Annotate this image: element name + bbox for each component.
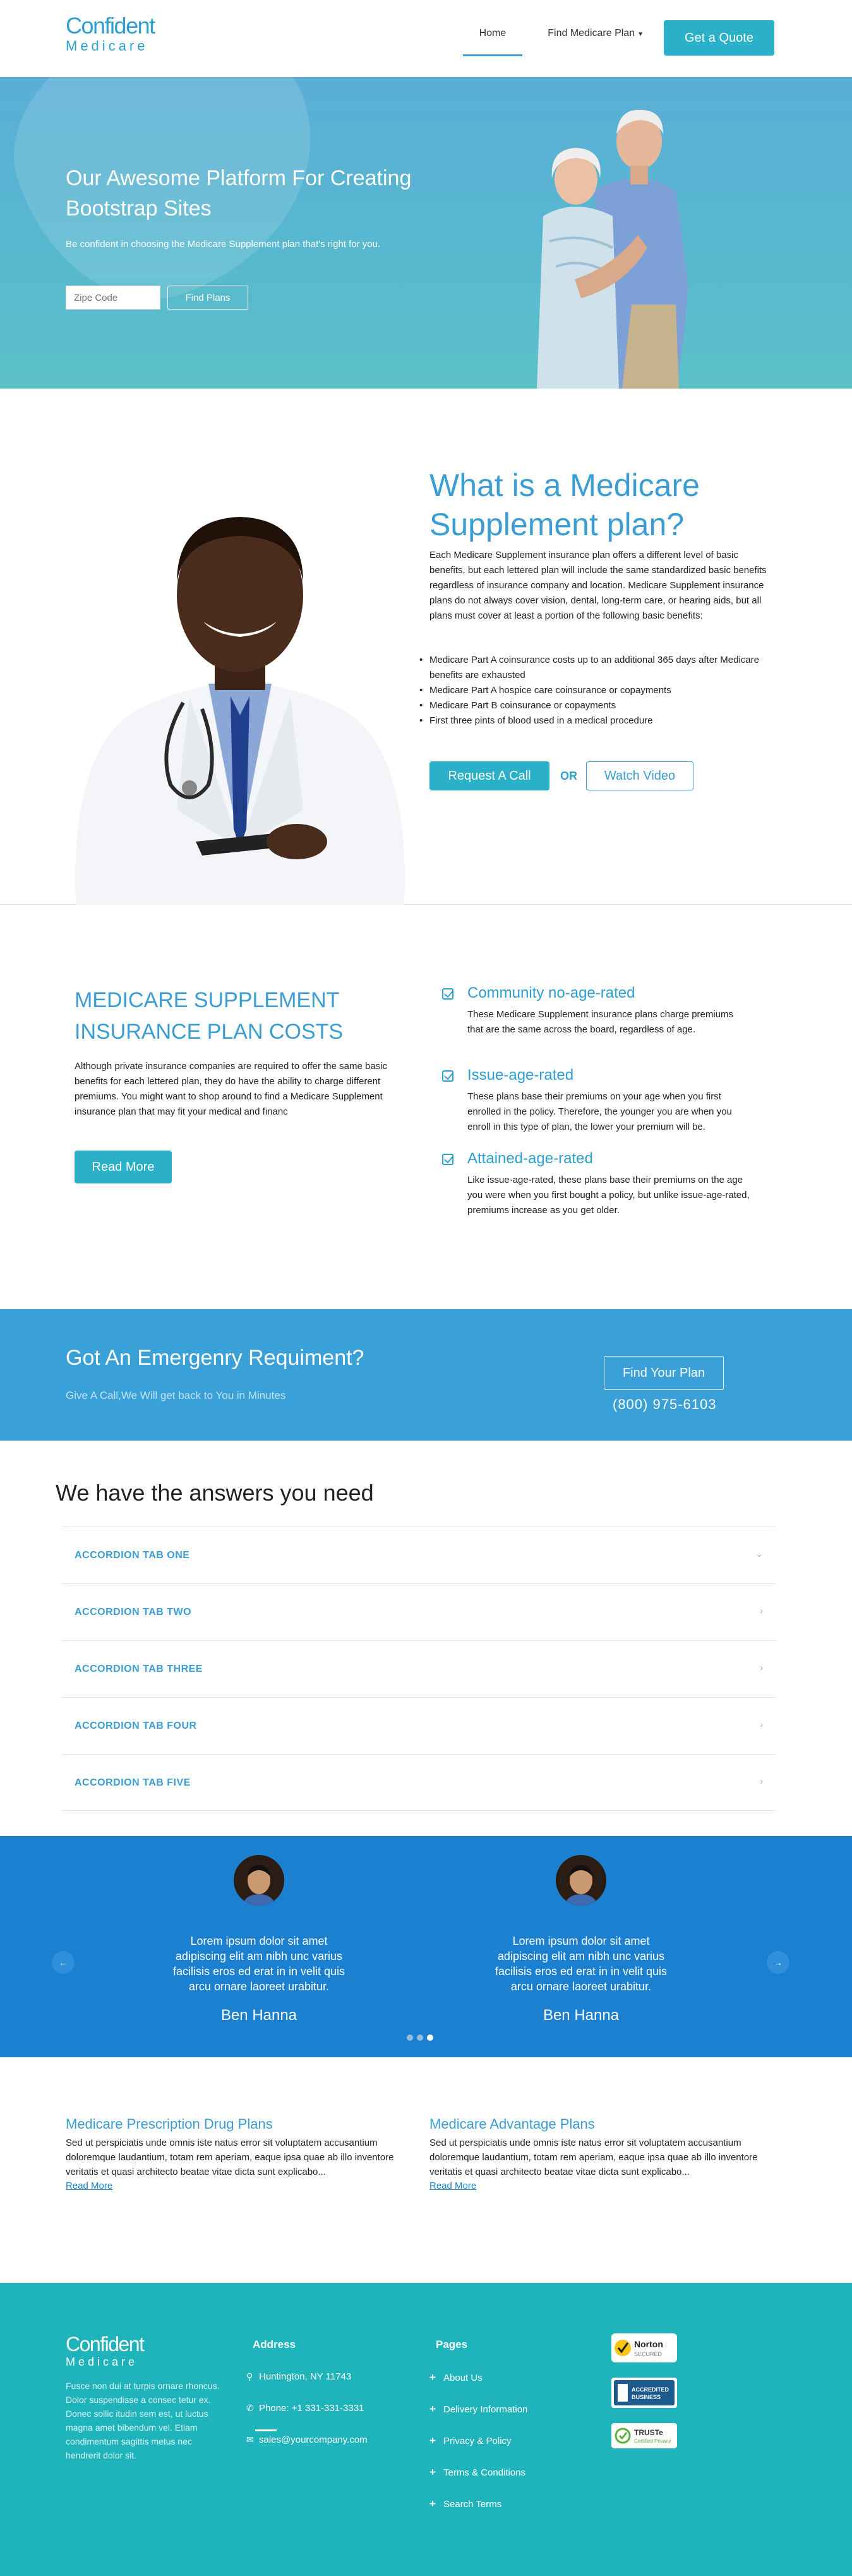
senior-couple-image	[486, 96, 695, 389]
testimonial-name: Ben Hanna	[543, 2007, 620, 2024]
footer-link-privacy-policy[interactable]	[429, 2434, 512, 2447]
zip-code-input[interactable]	[66, 286, 160, 310]
truste-bottom-text: Certified Privacy	[634, 2438, 671, 2444]
footer-link-label: Search Terms	[443, 2499, 502, 2510]
carousel-dot[interactable]	[407, 2035, 413, 2041]
carousel-dot[interactable]	[417, 2035, 423, 2041]
mail-icon: ✉	[246, 2434, 254, 2445]
footer-link-search-terms[interactable]	[429, 2498, 501, 2510]
truste-certified-badge	[611, 2423, 677, 2448]
testimonial-quote: Lorem ipsum dolor sit amet adipiscing elit am nibh unc varius facilisis eros ed erat in in velit quis arcu ornare laoreet urabitur.	[495, 1935, 668, 1993]
read-more-button[interactable]: Read More	[75, 1151, 172, 1183]
plus-icon: +	[429, 2403, 436, 2415]
emergency-banner	[0, 1309, 852, 1441]
phone-number-link[interactable]: (800) 975-6103	[613, 1396, 717, 1412]
nav-find-medicare-plan-label: Find Medicare Plan	[548, 28, 635, 39]
accordion-tab-three[interactable]	[62, 1640, 776, 1697]
chevron-right-icon: ›	[760, 1719, 763, 1729]
feature-title: Community no-age-rated	[467, 984, 635, 1001]
what-is-title: What is a Medicare Supplement plan?	[429, 468, 700, 542]
testimonials-carousel	[0, 1836, 852, 2057]
address-text: Huntington, NY 11743	[259, 2371, 352, 2382]
carousel-dots	[407, 2035, 433, 2041]
bbb-top-text: ACCREDITED	[632, 2386, 669, 2393]
nav-home[interactable]: Home	[463, 28, 523, 39]
list-item: • Medicare Part A coinsurance costs up to an additional 365 days after Medicare benefits are exhausted	[429, 653, 771, 683]
find-plans-button[interactable]: Find Plans	[167, 286, 248, 310]
hero-subtitle: Be confident in choosing the Medicare Supplement plan that's right for you.	[66, 239, 381, 250]
pages-heading: Pages	[436, 2338, 468, 2350]
accordion-tab-two[interactable]	[62, 1583, 776, 1640]
accordion-label: ACCORDION TAB ONE	[75, 1550, 190, 1561]
article-read-more-link[interactable]: Read More	[66, 2180, 113, 2191]
logo-bottom-text: Medicare	[66, 38, 148, 54]
footer-logo-bottom-text: Medicare	[66, 2355, 138, 2368]
footer-link-label: Delivery Information	[443, 2404, 528, 2415]
watch-video-button[interactable]: Watch Video	[586, 761, 693, 790]
feature-text: Like issue-age-rated, these plans base their premiums on the age you were when you first bought a policy, but unlike issue-age-rated, premiums increase as you get older.	[467, 1175, 750, 1216]
feature-title: Attained-age-rated	[467, 1150, 593, 1167]
or-label: OR	[560, 770, 577, 782]
plan-costs-title: MEDICARE SUPPLEMENT INSURANCE PLAN COSTS	[75, 988, 344, 1044]
norton-bottom-text: SECURED	[634, 2351, 663, 2357]
articles-section	[0, 2057, 852, 2283]
plan-costs-section	[0, 905, 852, 1309]
carousel-prev-arrow-icon[interactable]: ←	[52, 1951, 75, 1974]
footer-link-terms-conditions[interactable]	[429, 2466, 525, 2479]
site-footer	[0, 2283, 852, 2576]
accordion-tab-four[interactable]	[62, 1697, 776, 1754]
footer-link-delivery-information[interactable]	[429, 2403, 527, 2416]
get-quote-button[interactable]: Get a Quote	[664, 20, 774, 56]
emergency-title: Got An Emergenry Requiment?	[66, 1346, 364, 1370]
faq-section	[0, 1441, 852, 1836]
email-text: sales@yourcompany.com	[259, 2434, 368, 2445]
list-item: • Medicare Part B coinsurance or copayments	[429, 698, 771, 713]
checkbox-icon	[442, 1070, 453, 1082]
what-is-section	[0, 389, 852, 905]
feature-issue-age-rated	[442, 1065, 752, 1135]
bbb-accredited-badge	[611, 2378, 677, 2408]
find-your-plan-button[interactable]: Find Your Plan	[604, 1356, 724, 1390]
footer-description: Fusce non dui at turpis ornare rhoncus. Dolor suspendisse a consec tetur ex. Donec sollic itudin sem est, ut luctus magna amet bibendum vel. Etiam condimentum sagittis metus nec hendrerit dolor sit.	[66, 2381, 220, 2460]
benefits-list	[429, 653, 771, 729]
carousel-dot-active[interactable]	[427, 2035, 433, 2041]
truste-top-text: TRUSTe	[634, 2428, 663, 2437]
site-header	[0, 0, 852, 77]
article-text: Sed ut perspiciatis unde omnis iste natus error sit voluptatem accusantium doloremque laudantium, totam rem aperiam, eaque ipsa quae ab illo inventore veritatis et quasi architecto beatae vitae dicta sunt explicabo...	[66, 2138, 394, 2177]
bbb-bottom-text: BUSINESS	[632, 2394, 661, 2400]
accordion-label: ACCORDION TAB FIVE	[75, 1777, 191, 1788]
footer-logo-top-text: Confident	[66, 2333, 144, 2355]
hero-title: Our Awesome Platform For Creating Bootstrap Sites	[66, 166, 412, 221]
footer-divider	[255, 2429, 277, 2431]
norton-top-text: Norton	[634, 2339, 663, 2349]
doctor-image	[63, 456, 417, 905]
map-pin-icon: ⚲	[246, 2371, 253, 2381]
accordion-tab-five[interactable]	[62, 1754, 776, 1811]
footer-address	[246, 2371, 351, 2382]
address-heading: Address	[253, 2338, 296, 2350]
avatar	[556, 1855, 606, 1906]
checkbox-icon	[442, 1154, 453, 1165]
what-is-paragraph: Each Medicare Supplement insurance plan offers a different level of basic benefits, but each lettered plan will include the same standardized basic benefits regardless of insurance company and location. Medicare Supplement insurance plans do not always cover vision, dental, long-term care, or hearing aids, but all plans must cover at least a portion of the following basic benefits:	[429, 550, 767, 621]
plus-icon: +	[429, 2498, 436, 2510]
article-text: Sed ut perspiciatis unde omnis iste natus error sit voluptatem accusantium doloremque laudantium, totam rem aperiam, eaque ipsa quae ab illo inventore veritatis et quasi architecto beatae vitae dicta sunt explicabo...	[429, 2138, 758, 2177]
chevron-right-icon: ›	[760, 1605, 763, 1616]
feature-text: These plans base their premiums on your age when you first enrolled in the policy. Therefore, the younger you are when you enroll in this type of plan, the lower your premium will be.	[467, 1091, 732, 1132]
request-call-button[interactable]: Request A Call	[429, 761, 549, 790]
plus-icon: +	[429, 2466, 436, 2478]
feature-title: Issue-age-rated	[467, 1067, 574, 1084]
emergency-subtitle: Give A Call,We Will get back to You in Minutes	[66, 1389, 286, 1401]
footer-link-label: Terms & Conditions	[443, 2467, 526, 2478]
avatar	[234, 1855, 284, 1906]
testimonial-name: Ben Hanna	[220, 2007, 297, 2024]
feature-attained-age-rated	[442, 1149, 752, 1218]
article-title: Medicare Advantage Plans	[429, 2116, 595, 2132]
phone-text: Phone: +1 331-331-3331	[259, 2403, 364, 2414]
chevron-right-icon: ›	[760, 1662, 763, 1672]
nav-find-medicare-plan[interactable]	[548, 28, 644, 39]
footer-link-about-us[interactable]	[429, 2371, 483, 2384]
plan-costs-paragraph: Although private insurance companies are required to offer the same basic benefits for each lettered plan, they do have the ability to charge different premiums. You might want to shop around to find a Medicare Supplement insurance plan that may fit your medical and financ	[75, 1061, 388, 1117]
footer-link-label: About Us	[443, 2373, 483, 2383]
testimonial-quote: Lorem ipsum dolor sit amet adipiscing elit am nibh unc varius facilisis eros ed erat in in velit quis arcu ornare laoreet urabitur.	[172, 1935, 345, 1993]
accordion-label: ACCORDION TAB TWO	[75, 1607, 192, 1618]
carousel-next-arrow-icon[interactable]: →	[767, 1951, 789, 1974]
main-nav	[463, 28, 644, 39]
accordion-label: ACCORDION TAB FOUR	[75, 1720, 197, 1731]
footer-phone[interactable]	[246, 2403, 364, 2414]
norton-secured-badge	[611, 2333, 677, 2362]
accordion-tab-one[interactable]	[62, 1527, 776, 1583]
article-advantage-plans	[429, 2115, 777, 2192]
faq-title: We have the answers you need	[56, 1480, 374, 1506]
list-item: • First three pints of blood used in a medical procedure	[429, 713, 771, 729]
phone-icon: ✆	[246, 2403, 254, 2413]
plus-icon: +	[429, 2434, 436, 2446]
footer-link-label: Privacy & Policy	[443, 2436, 512, 2446]
plus-icon: +	[429, 2371, 436, 2383]
site-logo[interactable]	[66, 14, 155, 54]
list-item: • Medicare Part A hospice care coinsurance or copayments	[429, 683, 771, 698]
article-title: Medicare Prescription Drug Plans	[66, 2116, 273, 2132]
accordion-label: ACCORDION TAB THREE	[75, 1664, 203, 1674]
hero-section	[0, 77, 852, 389]
chevron-down-icon: ⌄	[755, 1549, 763, 1559]
chevron-right-icon: ›	[760, 1776, 763, 1786]
footer-email[interactable]	[246, 2434, 368, 2445]
logo-top-text: Confident	[66, 13, 155, 39]
article-read-more-link[interactable]: Read More	[429, 2180, 477, 2191]
feature-text: These Medicare Supplement insurance plans charge premiums that are the same across the board, regardless of age.	[467, 1009, 734, 1035]
caret-down-icon: ▼	[637, 31, 644, 38]
feature-community-no-age-rated	[442, 983, 752, 1037]
article-prescription-drug-plans	[66, 2115, 413, 2192]
checkbox-icon	[442, 988, 453, 1000]
footer-logo[interactable]	[66, 2333, 143, 2369]
